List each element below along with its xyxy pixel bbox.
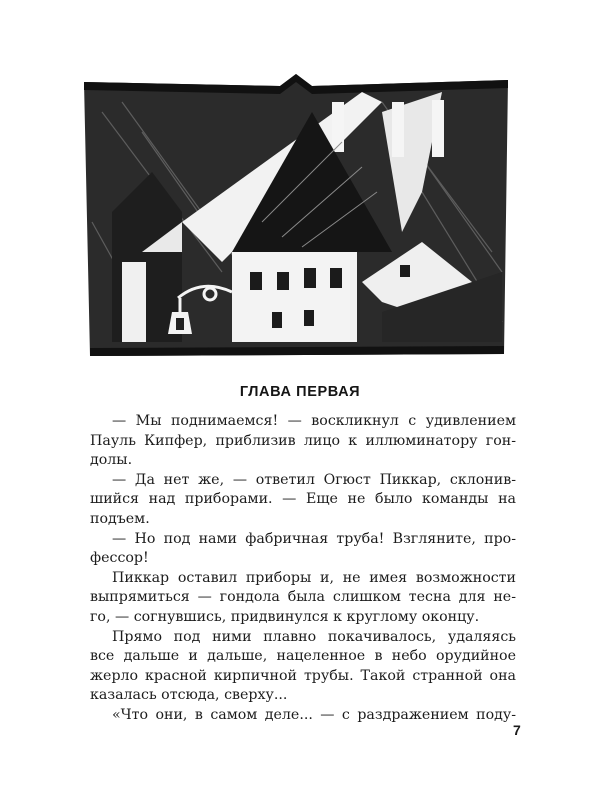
text-line: — Но под нами фабричная труба! Взгляните, про- — [112, 530, 516, 547]
chapter-illustration — [82, 72, 512, 364]
body-text — [90, 412, 516, 726]
text-line: казалась отсюда, сверху... — [90, 687, 288, 704]
text-line: выпрямиться — гондола была слишком тесна для не- — [90, 589, 516, 606]
text-line: — Да нет же, — ответил Огюст Пиккар, склонив- — [112, 471, 516, 488]
text-line: — Мы поднимаемся! — воскликнул с удивлением — [112, 413, 516, 429]
text-line: шийся над приборами. — Еще не было команды на — [90, 491, 516, 508]
text-line: подъем. — [90, 510, 150, 527]
houses-rain-woodcut-icon — [82, 72, 512, 364]
text-line: жерло красной кирпичной трубы. Такой странной она — [90, 667, 516, 684]
chapter-title: ГЛАВА ПЕРВАЯ — [239, 384, 361, 400]
text-line: Прямо под ними плавно покачивалось, удаляясь — [112, 628, 516, 645]
text-line: го, — согнувшись, придвинулся к круглому оконцу. — [90, 608, 480, 625]
text-line: фессор! — [90, 550, 149, 567]
page-number: 7 — [513, 722, 521, 738]
text-line: Пиккар оставил приборы и, не имея возможности — [112, 569, 516, 586]
text-line: Пауль Кипфер, приблизив лицо к иллюминатору гон- — [90, 432, 516, 449]
text-line: «Что они, в самом деле... — с раздражением поду- — [112, 706, 516, 723]
text-line: все дальше и дальше, нацеленное в небо орудийное — [90, 648, 516, 665]
text-line: долы. — [90, 452, 133, 469]
